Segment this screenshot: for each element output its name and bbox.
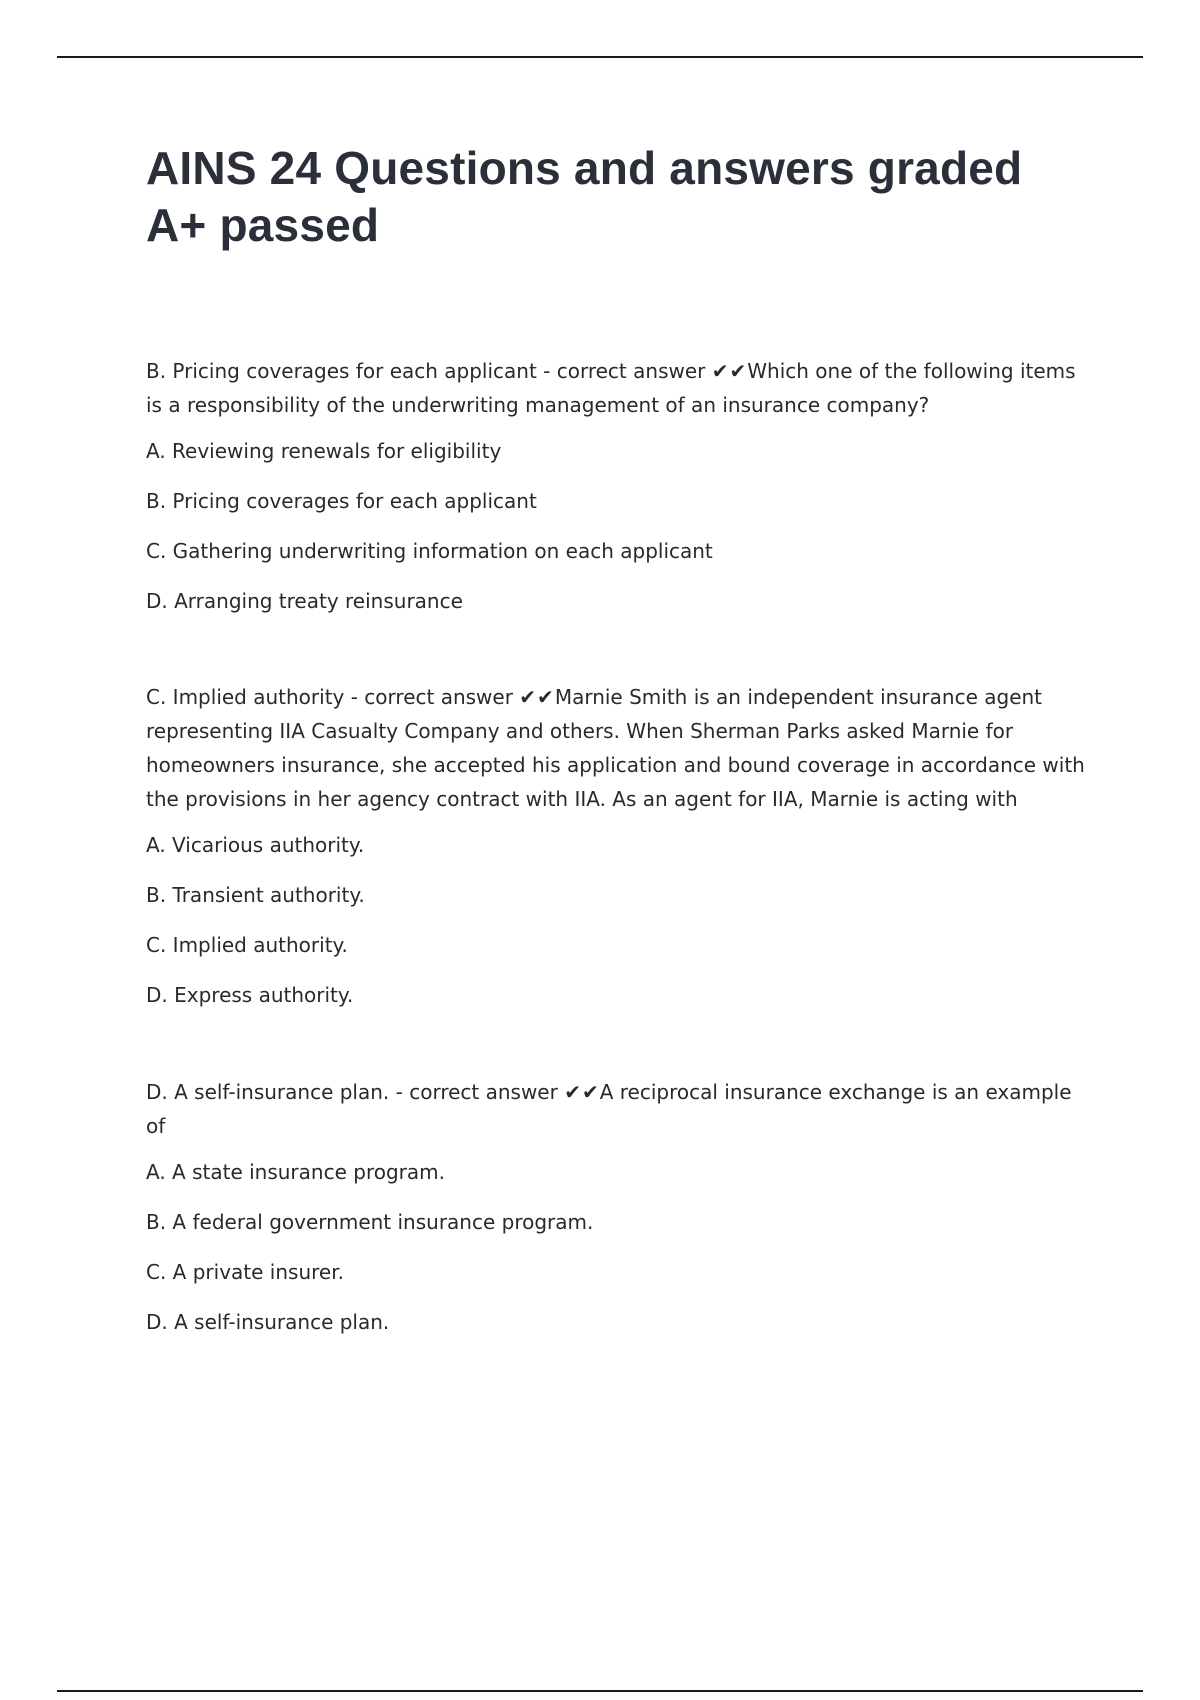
- answer-separator: - correct answer: [389, 1080, 565, 1104]
- answer-separator: - correct answer: [344, 685, 520, 709]
- option-d: D. A self-insurance plan.: [146, 1310, 390, 1334]
- double-check-icon: ✔✔: [564, 1080, 600, 1104]
- option-c: C. Gathering underwriting information on each applicant: [146, 539, 713, 563]
- question-stem: [146, 680, 1086, 816]
- option-b: B. A federal government insurance program.: [146, 1210, 594, 1234]
- question-block: [146, 680, 1086, 1008]
- bottom-divider: [57, 1690, 1143, 1692]
- double-check-icon: ✔✔: [519, 685, 555, 709]
- question-stem: [146, 1075, 1086, 1143]
- correct-answer: D. A self-insurance plan.: [146, 1080, 390, 1104]
- option-c: C. Implied authority.: [146, 933, 348, 957]
- question-block: [146, 1075, 1086, 1335]
- question-text: A reciprocal insurance exchange is an example of: [146, 1080, 1072, 1138]
- option-d: D. Express authority.: [146, 983, 354, 1007]
- option-b: B. Transient authority.: [146, 883, 365, 907]
- answer-separator: - correct answer: [536, 359, 712, 383]
- page-title: AINS 24 Questions and answers graded A+ passed: [146, 142, 1023, 251]
- question-text: Which one of the following items is a responsibility of the underwriting management of an insurance company?: [146, 359, 1076, 417]
- option-d: D. Arranging treaty reinsurance: [146, 589, 463, 613]
- option-b: B. Pricing coverages for each applicant: [146, 489, 537, 513]
- option-c: C. A private insurer.: [146, 1260, 344, 1284]
- double-check-icon: ✔✔: [711, 359, 748, 383]
- correct-answer: B. Pricing coverages for each applicant: [146, 359, 537, 383]
- question-stem: [146, 354, 1086, 422]
- option-a: A. Reviewing renewals for eligibility: [146, 439, 502, 463]
- document-body: [146, 140, 1086, 1359]
- correct-answer: C. Implied authority: [146, 685, 345, 709]
- option-a: A. Vicarious authority.: [146, 833, 365, 857]
- top-divider: [57, 56, 1143, 58]
- option-a: A. A state insurance program.: [146, 1160, 445, 1184]
- question-block: [146, 354, 1086, 614]
- question-text: Marnie Smith is an independent insurance agent representing IIA Casualty Company and others. When Sherman Parks asked Marnie for homeowners insurance, she accepted his application and bound coverage in accordance with the provisions in her agency contract with IIA. As an agent for IIA, Marnie is acting with: [146, 685, 1085, 811]
